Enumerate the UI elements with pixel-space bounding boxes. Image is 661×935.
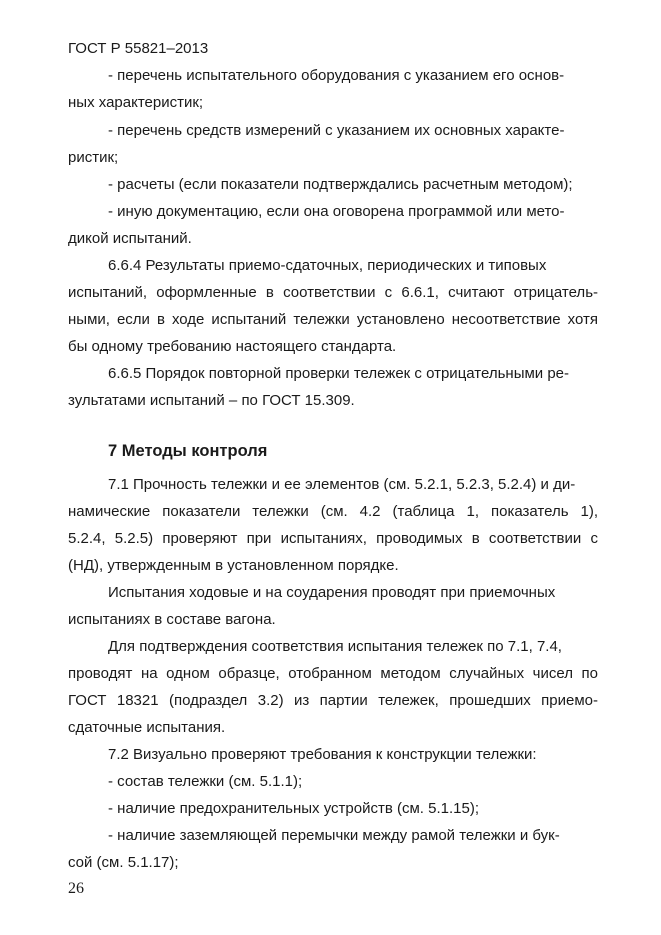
text-line: - перечень средств измерений с указанием их основных характе- [108, 122, 565, 139]
section-heading: 7 Методы контроля [108, 442, 268, 460]
text-line: ристик; [68, 149, 119, 166]
text-line: бы одному требованию настоящего стандарта. [68, 338, 397, 355]
text-line: ных характеристик; [68, 94, 204, 111]
text-line: - иную документацию, если она оговорена программой или мето- [108, 203, 565, 220]
text-line: Испытания ходовые и на соударения проводят при приемочных [108, 584, 556, 601]
text-line: 7.1 Прочность тележки и ее элементов (см. 5.2.1, 5.2.3, 5.2.4) и ди- [108, 476, 576, 493]
text-line: сой (см. 5.1.17); [68, 854, 179, 871]
text-line: сдаточные испытания. [68, 719, 226, 736]
text-line: Для подтверждения соответствия испытания тележек по 7.1, 7.4, [108, 638, 562, 655]
text-line: 6.6.4 Результаты приемо-сдаточных, периодических и типовых [108, 257, 547, 274]
text-line: дикой испытаний. [68, 230, 192, 247]
text-line: - состав тележки (см. 5.1.1); [108, 773, 303, 790]
text-line: ными, если в ходе испытаний тележки установлено несоответствие хотя [68, 311, 598, 328]
text-line: испытаний, оформленные в соответствии с 6.6.1, считают отрицатель- [68, 284, 598, 301]
text-line: - наличие заземляющей перемычки между рамой тележки и бук- [108, 827, 560, 844]
text-line: ГОСТ 18321 (подраздел 3.2) из партии тележек, прошедших приемо- [68, 692, 598, 709]
text-line: 5.2.4, 5.2.5) проверяют при испытаниях, проводимых в соответствии с [68, 530, 598, 547]
text-line: зультатами испытаний – по ГОСТ 15.309. [68, 392, 355, 409]
text-line: - перечень испытательного оборудования с указанием его основ- [108, 67, 565, 84]
text-line: - наличие предохранительных устройств (см. 5.1.15); [108, 800, 480, 817]
page-number: 26 [68, 880, 84, 897]
text-line: намические показатели тележки (см. 4.2 (таблица 1, показатель 1), [68, 503, 598, 520]
document-header: ГОСТ Р 55821–2013 [68, 40, 209, 57]
text-line: испытаниях в составе вагона. [68, 611, 276, 628]
text-line: (НД), утвержденным в установленном порядке. [68, 557, 399, 574]
text-line: 6.6.5 Порядок повторной проверки тележек с отрицательными ре- [108, 365, 570, 382]
text-line: - расчеты (если показатели подтверждались расчетным методом); [108, 176, 573, 193]
text-line: проводят на одном образце, отобранном методом случайных чисел по [68, 665, 598, 682]
text-line: 7.2 Визуально проверяют требования к конструкции тележки: [108, 746, 537, 763]
